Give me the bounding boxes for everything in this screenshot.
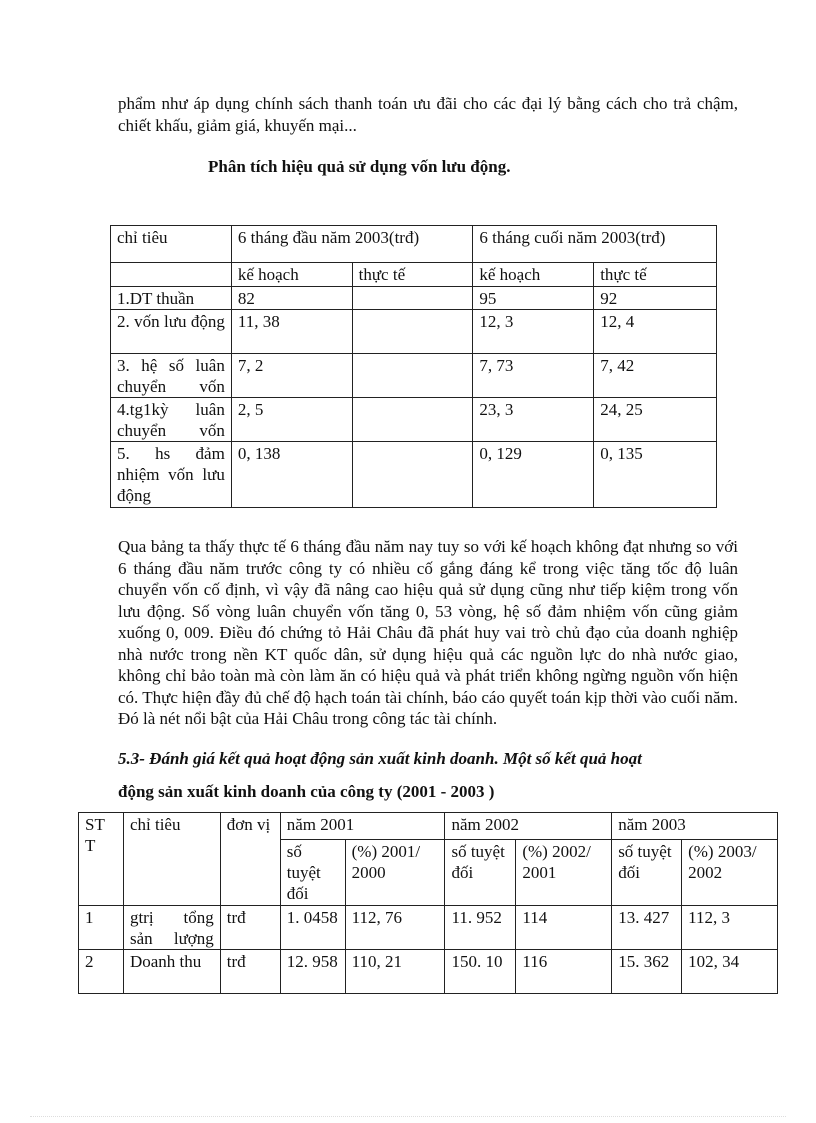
header-year-2002: năm 2002: [445, 813, 612, 840]
header-indicator: chỉ tiêu: [123, 813, 220, 906]
row-label: 1.DT thuần: [111, 287, 232, 310]
header-absolute: số tuyệt đối: [612, 840, 682, 906]
row-label: 5. hs đảm nhiệm vốn lưu động: [111, 442, 232, 508]
row-label: 2. vốn lưu động: [111, 310, 232, 354]
table-row: 2. vốn lưu động 11, 38 12, 3 12, 4: [111, 310, 717, 354]
header-percent: (%) 2002/ 2001: [516, 840, 612, 906]
working-capital-table: [110, 225, 717, 508]
header-plan: kế hoạch: [231, 263, 352, 287]
row-label: 3. hệ số luân chuyển vốn: [111, 354, 232, 398]
table-row: [111, 263, 717, 287]
table-row: [111, 226, 717, 263]
header-percent: (%) 2001/ 2000: [345, 840, 445, 906]
section-heading: 5.3- Đánh giá kết quả hoạt động sản xuất kinh doanh. Một số kết quả hoạt: [118, 749, 642, 768]
table-row: 1 gtrị tổng sản lượng trđ 1. 0458 112, 76 11. 952 114 13. 427 112, 3: [79, 906, 778, 950]
table-row: 5. hs đảm nhiệm vốn lưu động 0, 138 0, 129 0, 135: [111, 442, 717, 508]
section-heading-continued: động sản xuất kinh doanh của công ty (2001 - 2003 ): [118, 782, 495, 801]
header-indicator: chỉ tiêu: [111, 226, 232, 263]
header-actual: thực tế: [594, 263, 717, 287]
header-period1: 6 tháng đầu năm 2003(trđ): [231, 226, 473, 263]
header-period2: 6 tháng cuối năm 2003(trđ): [473, 226, 717, 263]
table-row: 1.DT thuần 82 95 92: [111, 287, 717, 310]
header-percent: (%) 2003/ 2002: [682, 840, 778, 906]
business-results-table: [78, 812, 778, 994]
header-actual: thực tế: [352, 263, 473, 287]
table1-title: Phân tích hiệu quả sử dụng vốn lưu động.: [208, 157, 511, 176]
table-row: 3. hệ số luân chuyển vốn 7, 2 7, 73 7, 42: [111, 354, 717, 398]
header-unit: đơn vị: [220, 813, 280, 906]
header-absolute: số tuyệt đối: [280, 840, 345, 906]
header-plan: kế hoạch: [473, 263, 594, 287]
table-row: 4.tg1kỳ luân chuyển vốn 2, 5 23, 3 24, 25: [111, 398, 717, 442]
header-stt: ST T: [79, 813, 124, 906]
row-label: 4.tg1kỳ luân chuyển vốn: [111, 398, 232, 442]
analysis-paragraph: Qua bảng ta thấy thực tế 6 tháng đầu năm nay tuy so với kế hoạch không đạt nhưng so với 6 tháng đầu năm trước công ty có nhiều cố gắng đáng kể trong việc tăng tốc độ luân chuyển vốn cố định, vì vậy đã nâng cao hiệu quả sử dụng cũng như tiếp kiệm trong vốn lưu động. Số vòng luân chuyển vốn tăng 0, 53 vòng, hệ số đảm nhiệm vốn cũng giảm xuống 0, 009. Điều đó chứng tỏ Hải Châu đã phát huy vai trò chủ đạo của doanh nghiệp nhà nước trong nền KT quốc dân, sử dụng hiệu quả các nguồn lực do nhà nước giao, không chỉ bảo toàn mà còn làm ăn có hiệu quả và phát triển không ngừng nguồn vốn hiện có. Thực hiện đầy đủ chế độ hạch toán tài chính, báo cáo quyết toán kịp thời vào cuối năm. Đó là nét nổi bật của Hải Châu trong công tác tài chính.: [118, 537, 738, 728]
header-year-2003: năm 2003: [612, 813, 778, 840]
header-absolute: số tuyệt đối: [445, 840, 516, 906]
intro-paragraph: phẩm như áp dụng chính sách thanh toán ưu đãi cho các đại lý bằng cách cho trả chậm, chiết khấu, giảm giá, khuyến mại...: [118, 94, 738, 135]
page-divider: [30, 1116, 786, 1117]
table-row: [79, 813, 778, 840]
header-year-2001: năm 2001: [280, 813, 445, 840]
table-row: 2 Doanh thu trđ 12. 958 110, 21 150. 10 116 15. 362 102, 34: [79, 950, 778, 994]
